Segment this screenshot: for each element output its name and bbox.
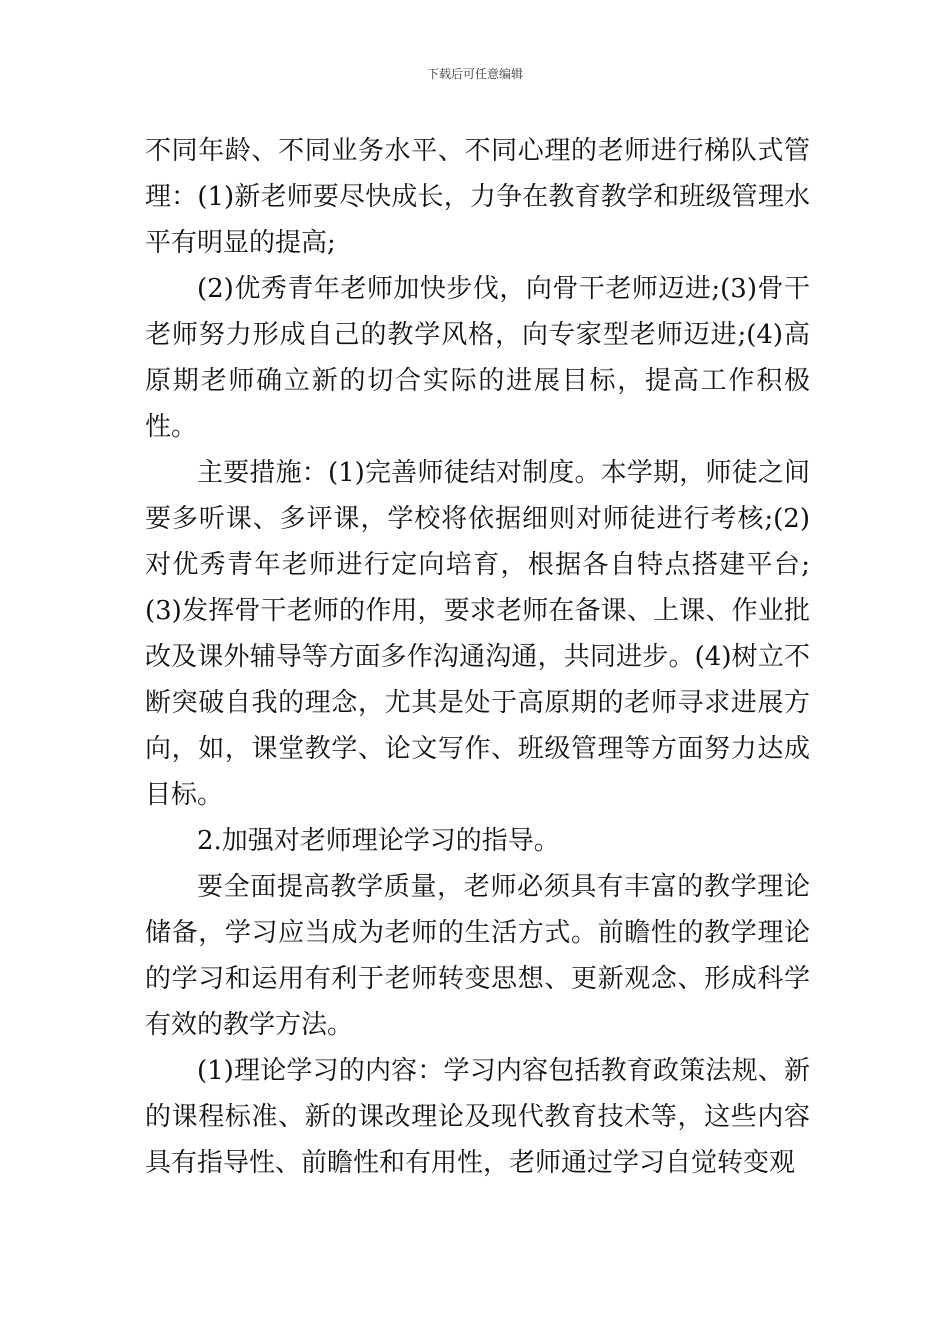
paragraph: (2)优秀青年老师加快步伐，向骨干老师迈进;(3)骨干老师努力形成自己的教学风格，向专家型老师迈进;(4)高原期老师确立新的切合实际的进展目标，提高工作积极性。 [145,274,810,442]
paragraph-continuation: 不同年龄、不同业务水平、不同心理的老师进行梯队式管理：(1)新老师要尽快成长，力争在教育教学和班级管理水平有明显的提高; [145,136,810,258]
paragraph: 主要措施：(1)完善师徒结对制度。本学期，师徒之间要多听课、多评课，学校将依据细则对师徒进行考核;(2)对优秀青年老师进行定向培育，根据各自特点搭建平台;(3)发挥骨干老师的作用，要求老师在备课、上课、作业批改及课外辅导等方面多作沟通沟通，共同进步。(4)树立不断突破自我的理念，尤其是处于高原期的老师寻求进展方向，如，课堂教学、论文写作、班级管理等方面努力达成目标。 [145,458,810,810]
paragraph: (1)理论学习的内容：学习内容包括教育政策法规、新的课程标准、新的课改理论及现代教育技术等，这些内容具有指导性、前瞻性和有用性，老师通过学习自觉转变观 [145,1056,810,1178]
paragraph-heading: 2.加强对老师理论学习的指导。 [197,826,560,856]
paragraph: 要全面提高教学质量，老师必须具有丰富的教学理论储备，学习应当成为老师的生活方式。前瞻性的教学理论的学习和运用有利于老师转变思想、更新观念、形成科学有效的教学方法。 [145,872,810,1040]
document-body [145,128,810,1186]
page-header: 下载后可任意编辑 [426,67,523,81]
